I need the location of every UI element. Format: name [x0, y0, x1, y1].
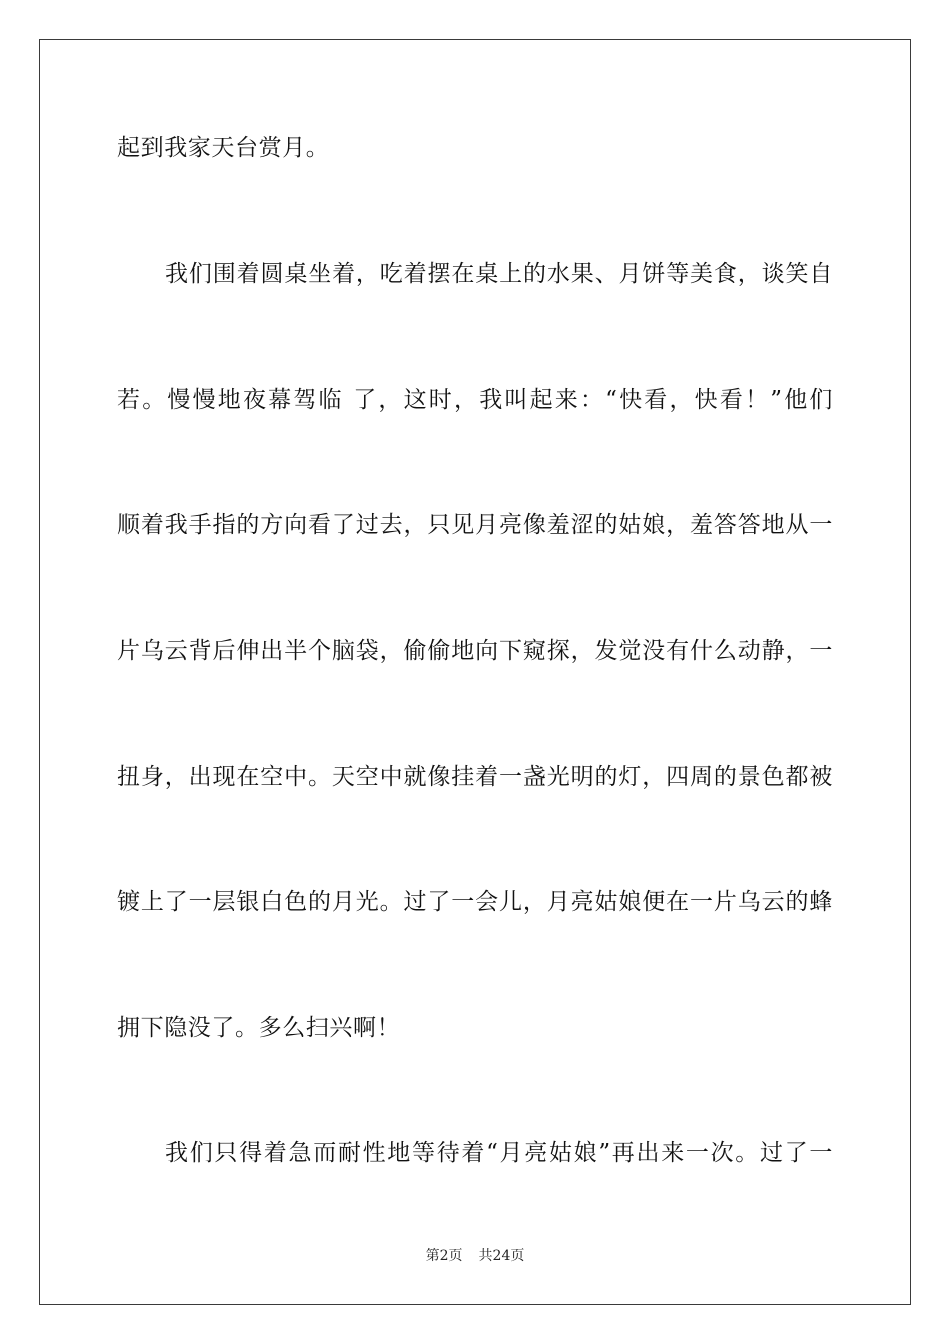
page-frame: [39, 39, 911, 1305]
text-line-5: 片乌云背后伸出半个脑袋，偷偷地向下窥探，发觉没有什么动静，一: [117, 638, 833, 664]
page-footer: [0, 1247, 950, 1265]
text-line-7: 镀上了一层银白色的月光。过了一会儿，月亮姑娘便在一片乌云的蜂: [117, 889, 833, 915]
text-line-1: 起到我家天台赏月。: [117, 135, 330, 161]
text-line-6: 扭身，出现在空中。天空中就像挂着一盏光明的灯，四周的景色都被: [117, 764, 833, 790]
text-line-4: 顺着我手指的方向看了过去，只见月亮像羞涩的姑娘，羞答答地从一: [117, 512, 833, 538]
page-total: 共24页: [478, 1248, 525, 1264]
text-line-2: 我们围着圆桌坐着，吃着摆在桌上的水果、月饼等美食，谈笑自: [165, 261, 833, 287]
text-line-8: 拥下隐没了。多么扫兴啊！: [117, 1015, 401, 1041]
text-line-9: 我们只得着急而耐性地等待着“月亮姑娘”再出来一次。过了一: [165, 1140, 833, 1166]
page-number: 第2页: [425, 1248, 463, 1264]
text-line-3: 若。慢慢地夜幕驾临 了，这时，我叫起来：“快看，快看！”他们: [117, 387, 833, 413]
